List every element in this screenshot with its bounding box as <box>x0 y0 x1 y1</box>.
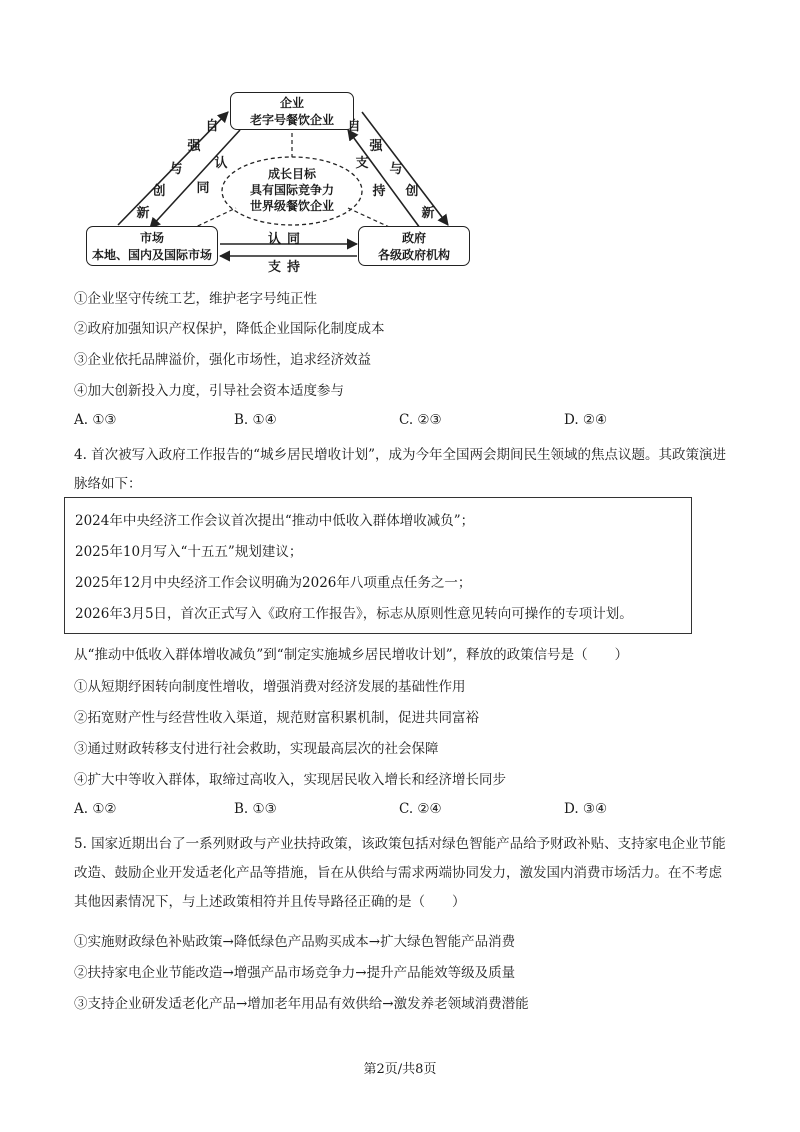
left-inner-char: 同 <box>196 181 210 196</box>
q5-item-3: ③支持企业研发适老化产品→增加老年用品有效供给→激发养老领域消费潜能 <box>74 996 529 1012</box>
q5-item-1: ①实施财政绿色补贴政策→降低绿色产品购买成本→扩大绿色智能产品消费 <box>74 934 516 950</box>
q4-option-c[interactable]: C. ②④ <box>399 801 442 817</box>
right-inner-char: 持 <box>372 184 386 199</box>
q4-item-3: ③通过财政转移支付进行社会救助，实现最高层次的社会保障 <box>74 741 439 757</box>
q4-item-4: ④扩大中等收入群体，取缔过高收入，实现居民收入增长和经济增长同步 <box>74 772 506 788</box>
policy-timeline-box <box>64 497 692 634</box>
q4-option-d[interactable]: D. ③④ <box>564 801 608 817</box>
q5-stem: 5. 国家近期出台了一系列财政与产业扶持政策，该政策包括对绿色智能产品给予财政补贴、支持家电企业节能改造、鼓励企业开发适老化产品等措施，旨在从供给与需求两端协同发力，激发国内消费市场活力。在不考虑其他因素情况下，与上述政策相符并且传导路径正确的是（ ） <box>74 836 726 910</box>
page-footer: 第2页/共8页 <box>363 1062 437 1077</box>
q3-item-1: ①企业坚守传统工艺，维护老字号纯正性 <box>74 291 317 307</box>
left-outer-char: 自 <box>205 119 219 134</box>
q4-option-b[interactable]: B. ①③ <box>234 801 277 817</box>
q3-option-b[interactable]: B. ①④ <box>234 412 277 428</box>
timeline-entry: 2024年中央经济工作会议首次提出“推动中低收入群体增收减负”； <box>75 513 475 529</box>
left-inner-char: 认 <box>214 156 228 171</box>
left-outer-char: 创 <box>152 184 166 199</box>
left-outer-char: 新 <box>136 206 150 221</box>
q4-item-2: ②拓宽财产性与经营性收入渠道，规范财富积累机制，促进共同富裕 <box>74 710 479 726</box>
q4-question: 从“推动中低收入群体增收减负”到“制定实施城乡居民增收计划”，释放的政策信号是（ ） <box>74 647 629 663</box>
right-outer-char: 与 <box>389 162 403 177</box>
q4-stem: 4. 首次被写入政府工作报告的“城乡居民增收计划”，成为今年全国两会期间民生领域的焦点议题。其政策演进脉络如下： <box>74 447 726 492</box>
timeline-entry: 2026年3月5日，首次正式写入《政府工作报告》，标志从原则性意见转向可操作的专项计划。 <box>75 606 633 622</box>
q3-option-c[interactable]: C. ②③ <box>399 412 442 428</box>
q5-item-2: ②扶持家电企业节能改造→增强产品市场竞争力→提升产品能效等级及质量 <box>74 965 516 981</box>
q3-item-3: ③企业依托品牌溢价，强化市场性，追求经济效益 <box>74 352 371 368</box>
q3-item-2: ②政府加强知识产权保护，降低企业国际化制度成本 <box>74 321 385 337</box>
right-box: 政府 各级政府机构 <box>358 226 470 266</box>
q3-option-a[interactable]: A. ①③ <box>74 412 117 428</box>
bottom-label-bottom: 支持 <box>268 260 307 275</box>
left-outer-char: 强 <box>187 139 201 154</box>
q3-item-4: ④加大创新投入力度，引导社会资本适度参与 <box>74 383 344 399</box>
right-inner-arrow <box>348 130 420 228</box>
center-goal: 成长目标 具有国际竞争力 世界级餐饮企业 <box>249 167 334 213</box>
right-inner-char: 支 <box>355 156 369 171</box>
relationship-diagram <box>0 0 800 285</box>
q4-option-a[interactable]: A. ①② <box>74 801 117 817</box>
right-outer-char: 自 <box>347 119 361 134</box>
top-box: 企业 老字号餐饮企业 <box>230 92 354 130</box>
q3-option-d[interactable]: D. ②④ <box>564 412 608 428</box>
right-outer-char: 创 <box>405 184 419 199</box>
bottom-label-top: 认同 <box>268 232 307 247</box>
left-box: 市场 本地、国内及国际市场 <box>86 226 218 266</box>
timeline-entry: 2025年12月中央经济工作会议明确为2026年八项重点任务之一； <box>75 575 472 591</box>
right-outer-char: 强 <box>369 139 383 154</box>
q4-item-1: ①从短期纾困转向制度性增收，增强消费对经济发展的基础性作用 <box>74 679 466 695</box>
right-outer-char: 新 <box>421 206 435 221</box>
timeline-entry: 2025年10月写入“十五五”规划建议； <box>75 544 303 560</box>
left-outer-char: 与 <box>169 162 183 177</box>
